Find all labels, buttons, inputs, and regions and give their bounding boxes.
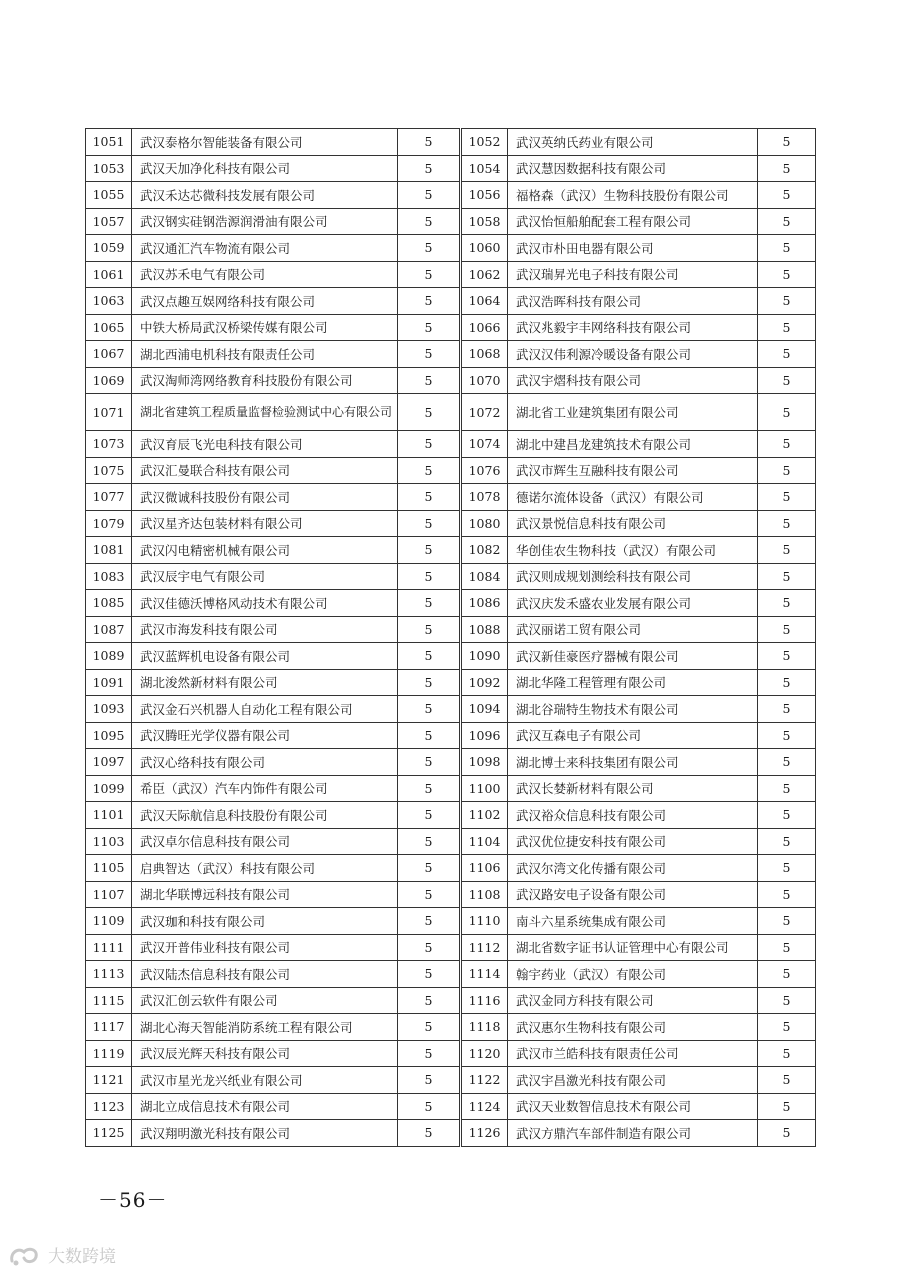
entry-score: 5: [758, 457, 816, 484]
entry-score: 5: [758, 394, 816, 431]
entry-score: 5: [758, 261, 816, 288]
company-name: 南斗六星系统集成有限公司: [508, 908, 758, 935]
company-name: 武汉佳德沃博格风动技术有限公司: [132, 590, 398, 617]
entry-score: 5: [758, 208, 816, 235]
entry-number: 1070: [462, 367, 508, 394]
company-name: 武汉市朴田电器有限公司: [508, 235, 758, 262]
company-name: 武汉辰宇电气有限公司: [132, 563, 398, 590]
company-name: 武汉则成规划测绘科技有限公司: [508, 563, 758, 590]
company-name: 武汉微诚科技股份有限公司: [132, 484, 398, 511]
entry-number: 1091: [86, 669, 132, 696]
company-name: 武汉优位捷安科技有限公司: [508, 828, 758, 855]
table-row: [86, 431, 816, 458]
entry-score: 5: [758, 484, 816, 511]
entry-score: 5: [398, 182, 460, 209]
company-name: 希臣（武汉）汽车内饰件有限公司: [132, 775, 398, 802]
entry-score: 5: [398, 563, 460, 590]
entry-number: 1085: [86, 590, 132, 617]
entry-score: 5: [398, 155, 460, 182]
entry-number: 1071: [86, 394, 132, 431]
entry-number: 1107: [86, 881, 132, 908]
entry-number: 1063: [86, 288, 132, 315]
entry-score: 5: [758, 1120, 816, 1147]
entry-score: 5: [398, 696, 460, 723]
table-row: [86, 484, 816, 511]
entry-number: 1090: [462, 643, 508, 670]
company-name: 福格森（武汉）生物科技股份有限公司: [508, 182, 758, 209]
entry-number: 1098: [462, 749, 508, 776]
entry-score: 5: [398, 431, 460, 458]
company-name: 武汉市辉生互融科技有限公司: [508, 457, 758, 484]
company-name: 武汉卓尔信息科技有限公司: [132, 828, 398, 855]
table-row: [86, 802, 816, 829]
entry-score: 5: [758, 1014, 816, 1041]
entry-number: 1114: [462, 961, 508, 988]
entry-number: 1101: [86, 802, 132, 829]
company-name: 武汉庆发禾盛农业发展有限公司: [508, 590, 758, 617]
table-row: [86, 261, 816, 288]
company-name: 武汉景悦信息科技有限公司: [508, 510, 758, 537]
table-row: [86, 1014, 816, 1041]
entry-number: 1116: [462, 987, 508, 1014]
entry-number: 1118: [462, 1014, 508, 1041]
company-name: 武汉珈和科技有限公司: [132, 908, 398, 935]
company-name: 湖北华联博远科技有限公司: [132, 881, 398, 908]
entry-score: 5: [398, 341, 460, 368]
watermark: [8, 1242, 116, 1267]
entry-number: 1119: [86, 1040, 132, 1067]
entry-number: 1110: [462, 908, 508, 935]
table-row: [86, 341, 816, 368]
table-row: [86, 129, 816, 156]
company-name: 武汉金石兴机器人自动化工程有限公司: [132, 696, 398, 723]
company-name: 武汉方鼎汽车部件制造有限公司: [508, 1120, 758, 1147]
entry-score: 5: [398, 590, 460, 617]
entry-number: 1056: [462, 182, 508, 209]
entry-number: 1082: [462, 537, 508, 564]
entry-score: 5: [758, 563, 816, 590]
entry-score: 5: [758, 235, 816, 262]
company-name: 武汉腾旺光学仪器有限公司: [132, 722, 398, 749]
company-name: 武汉钢实硅钢浩源润滑油有限公司: [132, 208, 398, 235]
company-name: 湖北立成信息技术有限公司: [132, 1093, 398, 1120]
company-list-table: [85, 128, 816, 1147]
table-row: [86, 616, 816, 643]
company-name: 武汉泰格尔智能装备有限公司: [132, 129, 398, 156]
company-name: 武汉苏禾电气有限公司: [132, 261, 398, 288]
company-name: 湖北省建筑工程质量监督检验测试中心有限公司: [132, 394, 398, 431]
entry-score: 5: [758, 1067, 816, 1094]
company-name: 武汉丽诺工贸有限公司: [508, 616, 758, 643]
entry-score: 5: [758, 510, 816, 537]
company-name: 湖北省数字证书认证管理中心有限公司: [508, 934, 758, 961]
entry-number: 1067: [86, 341, 132, 368]
company-name: 德诺尔流体设备（武汉）有限公司: [508, 484, 758, 511]
table-row: [86, 367, 816, 394]
entry-number: 1103: [86, 828, 132, 855]
entry-number: 1053: [86, 155, 132, 182]
entry-score: 5: [398, 1120, 460, 1147]
entry-number: 1100: [462, 775, 508, 802]
company-name: 武汉兆毅宇丰网络科技有限公司: [508, 314, 758, 341]
entry-score: 5: [758, 341, 816, 368]
company-name: 武汉育辰飞光电科技有限公司: [132, 431, 398, 458]
company-name: 武汉闪电精密机械有限公司: [132, 537, 398, 564]
table-row: [86, 775, 816, 802]
company-name: 武汉宇昌激光科技有限公司: [508, 1067, 758, 1094]
watermark-text: 大数跨境: [48, 1247, 116, 1267]
entry-number: 1104: [462, 828, 508, 855]
entry-number: 1076: [462, 457, 508, 484]
entry-number: 1062: [462, 261, 508, 288]
entry-score: 5: [758, 1093, 816, 1120]
table-body: [86, 129, 816, 1147]
company-name: 武汉瑞昇光电子科技有限公司: [508, 261, 758, 288]
company-name: 武汉惠尔生物科技有限公司: [508, 1014, 758, 1041]
table-row: [86, 182, 816, 209]
company-name: 武汉开普伟业科技有限公司: [132, 934, 398, 961]
company-name: 湖北浚然新材料有限公司: [132, 669, 398, 696]
company-name: 武汉长婪新材料有限公司: [508, 775, 758, 802]
entry-score: 5: [758, 314, 816, 341]
table-row: [86, 1093, 816, 1120]
entry-number: 1120: [462, 1040, 508, 1067]
entry-score: 5: [398, 722, 460, 749]
entry-score: 5: [398, 1093, 460, 1120]
entry-score: 5: [398, 987, 460, 1014]
entry-score: 5: [758, 129, 816, 156]
entry-score: 5: [758, 855, 816, 882]
company-name: 启典智达（武汉）科技有限公司: [132, 855, 398, 882]
page-number: －56－: [98, 1188, 168, 1212]
table-row: [86, 457, 816, 484]
entry-score: 5: [758, 643, 816, 670]
entry-score: 5: [398, 855, 460, 882]
company-name: 武汉淘师湾网络教育科技股份有限公司: [132, 367, 398, 394]
entry-score: 5: [758, 961, 816, 988]
company-name: 武汉英纳氏药业有限公司: [508, 129, 758, 156]
company-name: 武汉怡恒船舶配套工程有限公司: [508, 208, 758, 235]
company-name: 武汉天加净化科技有限公司: [132, 155, 398, 182]
table-row: [86, 510, 816, 537]
company-name: 武汉翔明激光科技有限公司: [132, 1120, 398, 1147]
entry-score: 5: [398, 208, 460, 235]
entry-number: 1059: [86, 235, 132, 262]
entry-number: 1081: [86, 537, 132, 564]
company-name: 武汉慧因数据科技有限公司: [508, 155, 758, 182]
entry-number: 1113: [86, 961, 132, 988]
entry-score: 5: [398, 643, 460, 670]
entry-number: 1061: [86, 261, 132, 288]
entry-number: 1086: [462, 590, 508, 617]
entry-score: 5: [398, 367, 460, 394]
table-row: [86, 669, 816, 696]
company-name: 武汉宇熠科技有限公司: [508, 367, 758, 394]
entry-score: 5: [398, 749, 460, 776]
entry-number: 1058: [462, 208, 508, 235]
company-name: 武汉金同方科技有限公司: [508, 987, 758, 1014]
company-name: 华创佳农生物科技（武汉）有限公司: [508, 537, 758, 564]
table-row: [86, 749, 816, 776]
entry-number: 1122: [462, 1067, 508, 1094]
entry-number: 1068: [462, 341, 508, 368]
brand-logo-icon: [8, 1243, 42, 1267]
company-name: 武汉天际航信息科技股份有限公司: [132, 802, 398, 829]
company-name: 湖北中建昌龙建筑技术有限公司: [508, 431, 758, 458]
company-name: 武汉蓝辉机电设备有限公司: [132, 643, 398, 670]
entry-number: 1060: [462, 235, 508, 262]
table-row: [86, 643, 816, 670]
entry-score: 5: [398, 510, 460, 537]
entry-number: 1099: [86, 775, 132, 802]
entry-number: 1112: [462, 934, 508, 961]
entry-number: 1109: [86, 908, 132, 935]
entry-score: 5: [758, 1040, 816, 1067]
entry-score: 5: [758, 802, 816, 829]
entry-score: 5: [758, 288, 816, 315]
entry-score: 5: [398, 616, 460, 643]
company-name: 湖北谷瑞特生物技术有限公司: [508, 696, 758, 723]
table-row: [86, 908, 816, 935]
table-row: [86, 314, 816, 341]
table-row: [86, 828, 816, 855]
company-name: 湖北心海天智能消防系统工程有限公司: [132, 1014, 398, 1041]
company-name: 武汉尔湾文化传播有限公司: [508, 855, 758, 882]
table-row: [86, 696, 816, 723]
entry-number: 1092: [462, 669, 508, 696]
entry-score: 5: [398, 802, 460, 829]
entry-number: 1073: [86, 431, 132, 458]
company-name: 武汉汇创云软件有限公司: [132, 987, 398, 1014]
entry-number: 1079: [86, 510, 132, 537]
entry-number: 1125: [86, 1120, 132, 1147]
entry-number: 1123: [86, 1093, 132, 1120]
table-row: [86, 934, 816, 961]
entry-number: 1121: [86, 1067, 132, 1094]
table-row: [86, 961, 816, 988]
company-name: 武汉禾达芯微科技发展有限公司: [132, 182, 398, 209]
entry-score: 5: [398, 881, 460, 908]
entry-score: 5: [758, 537, 816, 564]
entry-number: 1084: [462, 563, 508, 590]
entry-number: 1087: [86, 616, 132, 643]
table-row: [86, 235, 816, 262]
entry-score: 5: [758, 775, 816, 802]
entry-number: 1080: [462, 510, 508, 537]
entry-number: 1074: [462, 431, 508, 458]
entry-number: 1106: [462, 855, 508, 882]
entry-number: 1055: [86, 182, 132, 209]
entry-score: 5: [758, 182, 816, 209]
entry-number: 1093: [86, 696, 132, 723]
company-name: 武汉天业数智信息技术有限公司: [508, 1093, 758, 1120]
entry-score: 5: [758, 616, 816, 643]
entry-number: 1096: [462, 722, 508, 749]
company-name: 翰宇药业（武汉）有限公司: [508, 961, 758, 988]
entry-score: 5: [758, 908, 816, 935]
entry-score: 5: [758, 431, 816, 458]
table-row: [86, 394, 816, 431]
company-name: 武汉通汇汽车物流有限公司: [132, 235, 398, 262]
entry-score: 5: [398, 934, 460, 961]
entry-number: 1075: [86, 457, 132, 484]
company-name: 武汉互森电子有限公司: [508, 722, 758, 749]
entry-number: 1054: [462, 155, 508, 182]
entry-score: 5: [398, 457, 460, 484]
table-row: [86, 155, 816, 182]
table-row: [86, 1120, 816, 1147]
entry-number: 1077: [86, 484, 132, 511]
company-name: 武汉浩晖科技有限公司: [508, 288, 758, 315]
entry-score: 5: [398, 828, 460, 855]
entry-score: 5: [758, 669, 816, 696]
company-name: 湖北西浦电机科技有限责任公司: [132, 341, 398, 368]
entry-score: 5: [758, 696, 816, 723]
entry-score: 5: [398, 129, 460, 156]
company-name: 湖北博士来科技集团有限公司: [508, 749, 758, 776]
table-row: [86, 563, 816, 590]
entry-number: 1052: [462, 129, 508, 156]
table-row: [86, 537, 816, 564]
entry-score: 5: [398, 669, 460, 696]
company-name: 武汉市海发科技有限公司: [132, 616, 398, 643]
company-name: 湖北省工业建筑集团有限公司: [508, 394, 758, 431]
entry-score: 5: [398, 1040, 460, 1067]
entry-score: 5: [398, 235, 460, 262]
company-name: 武汉陆杰信息科技有限公司: [132, 961, 398, 988]
entry-number: 1089: [86, 643, 132, 670]
company-name: 武汉汇曼联合科技有限公司: [132, 457, 398, 484]
entry-number: 1094: [462, 696, 508, 723]
entry-score: 5: [398, 288, 460, 315]
entry-score: 5: [758, 749, 816, 776]
table-row: [86, 208, 816, 235]
entry-score: 5: [398, 961, 460, 988]
entry-number: 1051: [86, 129, 132, 156]
entry-number: 1097: [86, 749, 132, 776]
table-row: [86, 1040, 816, 1067]
company-name: 武汉心络科技有限公司: [132, 749, 398, 776]
company-name: 武汉路安电子设备有限公司: [508, 881, 758, 908]
entry-number: 1126: [462, 1120, 508, 1147]
entry-number: 1078: [462, 484, 508, 511]
entry-score: 5: [398, 314, 460, 341]
entry-number: 1083: [86, 563, 132, 590]
entry-score: 5: [758, 881, 816, 908]
entry-score: 5: [398, 261, 460, 288]
table-row: [86, 722, 816, 749]
entry-number: 1102: [462, 802, 508, 829]
entry-number: 1064: [462, 288, 508, 315]
table-row: [86, 881, 816, 908]
entry-number: 1066: [462, 314, 508, 341]
entry-number: 1095: [86, 722, 132, 749]
table-row: [86, 590, 816, 617]
company-name: 武汉市兰皓科技有限责任公司: [508, 1040, 758, 1067]
entry-number: 1069: [86, 367, 132, 394]
company-name: 中铁大桥局武汉桥梁传媒有限公司: [132, 314, 398, 341]
table-row: [86, 987, 816, 1014]
entry-number: 1117: [86, 1014, 132, 1041]
table-row: [86, 855, 816, 882]
company-name: 武汉辰光辉天科技有限公司: [132, 1040, 398, 1067]
table-row: [86, 1067, 816, 1094]
entry-number: 1088: [462, 616, 508, 643]
entry-number: 1108: [462, 881, 508, 908]
entry-score: 5: [398, 1014, 460, 1041]
company-name: 武汉汉伟利源冷暖设备有限公司: [508, 341, 758, 368]
entry-number: 1105: [86, 855, 132, 882]
entry-score: 5: [398, 394, 460, 431]
entry-score: 5: [758, 590, 816, 617]
entry-number: 1057: [86, 208, 132, 235]
company-name: 武汉市星光龙兴纸业有限公司: [132, 1067, 398, 1094]
entry-score: 5: [758, 828, 816, 855]
company-name: 武汉星齐达包装材料有限公司: [132, 510, 398, 537]
entry-score: 5: [398, 908, 460, 935]
entry-score: 5: [758, 155, 816, 182]
entry-score: 5: [398, 1067, 460, 1094]
entry-number: 1124: [462, 1093, 508, 1120]
company-name: 武汉新佳豪医疗器械有限公司: [508, 643, 758, 670]
entry-number: 1065: [86, 314, 132, 341]
entry-score: 5: [398, 537, 460, 564]
table-row: [86, 288, 816, 315]
entry-score: 5: [398, 775, 460, 802]
entry-number: 1111: [86, 934, 132, 961]
company-name: 武汉点趣互娱网络科技有限公司: [132, 288, 398, 315]
entry-score: 5: [758, 987, 816, 1014]
company-name: 武汉裕众信息科技有限公司: [508, 802, 758, 829]
entry-number: 1072: [462, 394, 508, 431]
entry-number: 1115: [86, 987, 132, 1014]
entry-score: 5: [758, 934, 816, 961]
entry-score: 5: [758, 722, 816, 749]
entry-score: 5: [758, 367, 816, 394]
company-name: 湖北华隆工程管理有限公司: [508, 669, 758, 696]
entry-score: 5: [398, 484, 460, 511]
